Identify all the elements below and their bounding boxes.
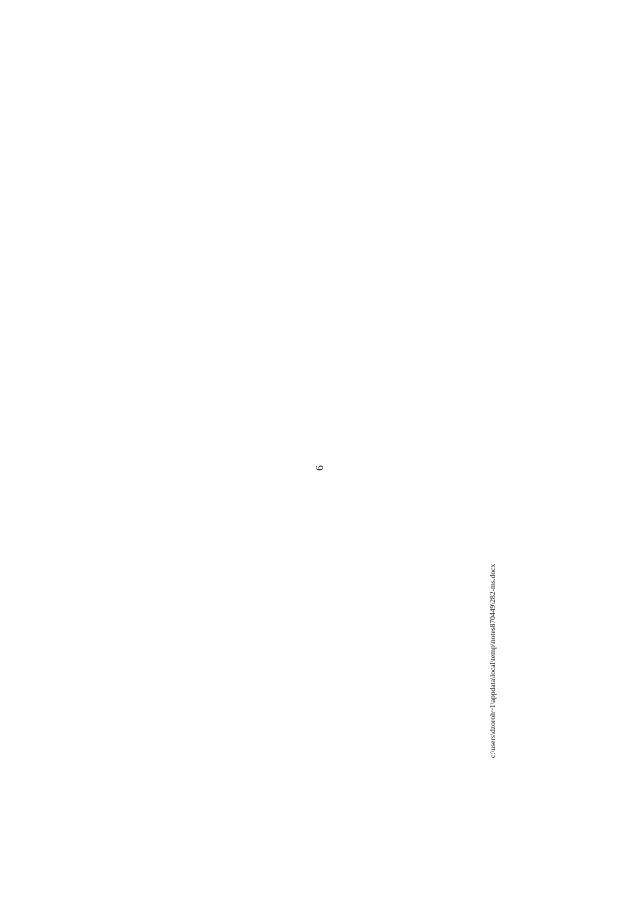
file-path-footer: c:\users\dzoroh~1\appdata\local\temp\notes870449\282-ms.docx xyxy=(488,563,497,758)
page-number: 6 xyxy=(314,465,326,471)
